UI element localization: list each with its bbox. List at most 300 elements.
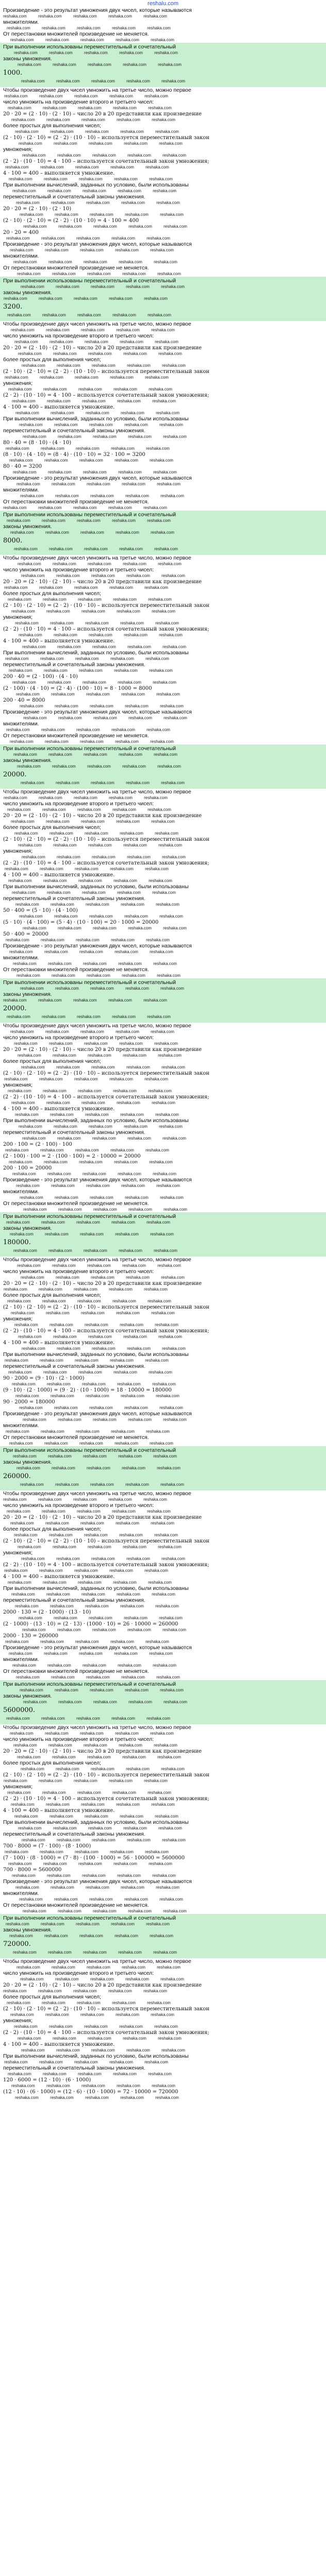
watermark-row: reshaka.com reshaka.com reshaka.com reshaka.com reshaka.com (23, 1417, 199, 1422)
math-line: 20 · 20 = (2 · 10) · (2 · 10) – число 20 в 20 представили как произведение (3, 1515, 202, 1520)
text-line: множителями. (3, 19, 39, 25)
solution-section (3, 1023, 323, 1257)
solution-section (3, 1724, 323, 1958)
text-line: число умножить на произведение второго и третьего чисел: (3, 1736, 154, 1742)
text-line: От перестановки множителей произведение не меняется. (3, 499, 149, 505)
conclusion-line: законы умножения. (3, 1927, 52, 1933)
watermark-row: reshaka.com reshaka.com reshaka.com reshaka.com reshaka.com (9, 950, 185, 954)
watermark-row: reshaka.com reshaka.com reshaka.com reshaka.com reshaka.com (22, 1136, 198, 1141)
watermark-row: reshaka.com reshaka.com reshaka.com reshaka.com reshaka.com (7, 518, 183, 523)
math-line: (2 · 2) · (10 · 10) = 4 · 100 – используется сочетательный закон умножения; (3, 393, 209, 398)
math-line: (2 · 1000) · (13 · 10) = (2 · 13) · (1000 · 10) = 26 · 10000 = 260000 (3, 1621, 178, 1627)
watermark-row: reshaka.com reshaka.com reshaka.com reshaka.com reshaka.com (8, 1861, 184, 1866)
math-line: 200 · 100 = 20000 (3, 1165, 52, 1171)
math-line: (2 · 10) · (2 · 10) = (2 · 2) · (10 · 10) – используется переместительный закон (3, 1071, 209, 1076)
text-line: число умножить на произведение второго и третьего чисел: (3, 1502, 154, 1509)
conclusion-highlight (0, 1914, 326, 1958)
text-line: Чтобы произведение двух чисел умножить на третье число, можно первое (3, 1724, 191, 1731)
math-line: (2 · 10) · (2 · 10) = (2 · 2) · (10 · 10) – используется переместительный закон (3, 369, 209, 375)
watermark-row: reshaka.com reshaka.com reshaka.com reshaka.com reshaka.com (11, 1802, 187, 1807)
result-value: 20000. (3, 771, 27, 778)
watermark-row: reshaka.com reshaka.com reshaka.com reshaka.com reshaka.com (7, 1299, 183, 1303)
watermark-row: reshaka.com reshaka.com reshaka.com reshaka.com reshaka.com (4, 1568, 180, 1573)
text-line: При выполнении вычислений, заданных по условию, были использованы (3, 1117, 189, 1124)
conclusion-highlight (0, 277, 326, 321)
math-line: 4 · 100 = 400 – выполняется умножение. (3, 1574, 115, 1580)
watermark-row: reshaka.com reshaka.com reshaka.com reshaka.com reshaka.com (19, 1616, 194, 1620)
watermark-row: reshaka.com reshaka.com reshaka.com reshaka.com reshaka.com (17, 1466, 192, 1470)
solution-section (3, 321, 323, 555)
solution-section (3, 555, 323, 789)
watermark-row: reshaka.com reshaka.com reshaka.com reshaka.com reshaka.com (17, 764, 193, 769)
watermark-row: reshaka.com reshaka.com reshaka.com reshaka.com reshaka.com (17, 482, 192, 486)
math-line: (2 · 10) · (2 · 10) = (2 · 2) · (10 · 10) – используется переместительный закон (3, 135, 209, 141)
conclusion-highlight (0, 1212, 326, 1257)
math-line: (2 · 10) · (2 · 10) = (2 · 2) · (10 · 10) – используется переместительный закон (3, 837, 209, 842)
conclusion-line: При выполнении использованы переместительный и сочетательный (3, 1681, 176, 1687)
math-line: (2 · 2) · (10 · 10) = 4 · 100 – используется сочетательный закон умножения; (3, 1328, 209, 1334)
watermark-row: reshaka.com reshaka.com reshaka.com reshaka.com reshaka.com (21, 1065, 197, 1070)
text-line: более простых для выполнения чисел; (3, 590, 101, 597)
text-line: Произведение - это результат умножения двух чисел, которые называются (3, 475, 192, 481)
watermark-row: reshaka.com reshaka.com reshaka.com reshaka.com reshaka.com (6, 727, 182, 732)
math-line: 4 · 100 = 400 – выполняется умножение. (3, 638, 115, 644)
math-line: 20 · 20 = (2 · 10) · (2 · 10) – число 20 в 20 представили как произведение (3, 1047, 202, 1053)
text-line: число умножить на произведение второго и третьего чисел: (3, 801, 154, 807)
watermark-row: reshaka.com reshaka.com reshaka.com reshaka.com reshaka.com (13, 1248, 189, 1253)
math-line: 4 · 100 = 400 – выполняется умножение. (3, 1106, 115, 1112)
text-line: множителями. (3, 1189, 39, 1195)
watermark-row: reshaka.com reshaka.com reshaka.com reshaka.com reshaka.com (23, 1700, 199, 1704)
text-line: более простых для выполнения чисел; (3, 1526, 101, 1532)
solution-section (3, 87, 323, 321)
math-line: (7 · 100) · (8 · 1000) = (7 · 8) · (100 · 1000) = 56 · 100000 = 5600000 (3, 1855, 185, 1861)
text-line: умножения; (3, 2018, 33, 2024)
text-line: От перестановки множителей произведение не меняется. (3, 967, 149, 973)
watermark-row: reshaka.com reshaka.com reshaka.com reshaka.com reshaka.com (4, 296, 180, 301)
text-line: От перестановки множителей произведение не меняется. (3, 1668, 149, 1674)
solution-document (0, 7, 326, 2100)
text-line: переместительный и сочетательный законы умножения. (3, 194, 145, 200)
watermark-row: reshaka.com reshaka.com reshaka.com reshaka.com reshaka.com (20, 986, 196, 991)
watermark-row: reshaka.com reshaka.com reshaka.com reshaka.com reshaka.com (9, 1160, 185, 1164)
math-line: (2 · 2) · (10 · 10) = 4 · 100 – используется сочетательный закон умножения; (3, 1796, 209, 1802)
conclusion-highlight (0, 978, 326, 1023)
text-line: более простых для выполнения чисел; (3, 824, 101, 831)
math-line: 2000 · 130 = (2 · 1000) · (13 · 10) (3, 1609, 91, 1615)
watermark-row: reshaka.com reshaka.com reshaka.com reshaka.com reshaka.com (8, 878, 184, 883)
math-line: (5 · 10) · (4 · 100) = (5 · 4) · (10 · 100) = 20 · 1000 = 20000 (3, 920, 159, 925)
watermark-row: reshaka.com reshaka.com reshaka.com reshaka.com reshaka.com (5, 867, 181, 871)
watermark-row: reshaka.com reshaka.com reshaka.com reshaka.com reshaka.com (18, 62, 193, 67)
watermark-row: reshaka.com reshaka.com reshaka.com reshaka.com reshaka.com (6, 1716, 182, 1721)
text-line: число умножить на произведение второго и третьего чисел: (3, 1035, 154, 1041)
math-line: (2 · 10) · (2 · 10) = (2 · 2) · (10 · 10) – используется переместительный закон (3, 1772, 209, 1778)
text-line: Чтобы произведение двух чисел умножить на третье число, можно первое (3, 1490, 191, 1497)
watermark-row: reshaka.com reshaka.com reshaka.com reshaka.com reshaka.com (6, 446, 182, 451)
watermark-row: reshaka.com reshaka.com reshaka.com reshaka.com reshaka.com (14, 547, 190, 551)
result-value: 1000. (3, 69, 23, 77)
math-line: 200 · 40 = (2 · 100) · (4 · 10) (3, 674, 78, 680)
conclusion-line: При выполнении использованы переместительный и сочетательный (3, 745, 176, 752)
watermark-row: reshaka.com reshaka.com reshaka.com reshaka.com reshaka.com (11, 609, 187, 614)
watermark-row: reshaka.com reshaka.com reshaka.com reshaka.com reshaka.com (20, 212, 195, 217)
conclusion-highlight (0, 43, 326, 87)
watermark-row: reshaka.com reshaka.com reshaka.com reshaka.com reshaka.com (22, 363, 198, 368)
watermark-row: reshaka.com reshaka.com reshaka.com reshaka.com reshaka.com (19, 141, 194, 146)
math-line: (9 · 10) · (2 · 1000) = (9 · 2) · (10 · 1000) = 18 · 10000 = 180000 (3, 1387, 172, 1393)
conclusion-line: При выполнении использованы переместительный и сочетательный (3, 278, 176, 284)
watermark-row: reshaka.com reshaka.com reshaka.com reshaka.com reshaka.com (4, 1077, 180, 1081)
watermark-row: reshaka.com reshaka.com reshaka.com reshaka.com reshaka.com (22, 1838, 198, 1842)
watermark-row: reshaka.com reshaka.com reshaka.com reshaka.com reshaka.com (12, 1663, 188, 1668)
text-line: Чтобы произведение двух чисел умножить на третье число, можно первое (3, 321, 191, 327)
watermark-row: reshaka.com reshaka.com reshaka.com reshaka.com reshaka.com (10, 1731, 186, 1736)
text-line: переместительный и сочетательный законы умножения. (3, 1129, 145, 1136)
math-line: 4 · 100 = 400 – выполняется умножение. (3, 2042, 115, 2047)
watermark-row: reshaka.com reshaka.com reshaka.com reshaka.com reshaka.com (21, 1275, 197, 1280)
text-line: Произведение - это результат умножения двух чисел, которые называются (3, 241, 192, 247)
text-line: более простых для выполнения чисел; (3, 1058, 101, 1064)
watermark-row: reshaka.com reshaka.com reshaka.com reshaka.com reshaka.com (20, 1482, 196, 1487)
text-line: переместительный и сочетательный законы умножения. (3, 428, 145, 434)
text-line: число умножить на произведение второго и третьего чисел: (3, 1970, 154, 1976)
watermark-row: reshaka.com reshaka.com reshaka.com reshaka.com reshaka.com (22, 153, 198, 158)
text-line: Чтобы произведение двух чисел умножить на третье число, можно первое (3, 789, 191, 795)
text-line: умножения; (3, 146, 33, 152)
watermark-row: reshaka.com reshaka.com reshaka.com reshaka.com reshaka.com (23, 224, 199, 229)
conclusion-line: законы умножения. (3, 991, 52, 997)
text-line: Чтобы произведение двух чисел умножить на третье число, можно первое (3, 555, 191, 561)
text-line: более простых для выполнения чисел; (3, 123, 101, 129)
text-line: переместительный и сочетательный законы умножения. (3, 1363, 145, 1369)
math-line: 20 · 20 = (2 · 10) · (2 · 10) – число 20 в 20 представили как произведение (3, 111, 202, 117)
text-line: Чтобы произведение двух чисел умножить на третье число, можно первое (3, 87, 191, 93)
watermark-row: reshaka.com reshaka.com reshaka.com reshaka.com reshaka.com (23, 1207, 199, 1212)
text-line: От перестановки множителей произведение не меняется. (3, 1434, 149, 1440)
watermark-row: reshaka.com reshaka.com reshaka.com reshaka.com reshaka.com (21, 2048, 197, 2053)
watermark-row: reshaka.com reshaka.com reshaka.com reshaka.com reshaka.com (23, 434, 199, 439)
text-line: переместительный и сочетательный законы умножения. (3, 662, 145, 668)
text-line: умножения; (3, 1550, 33, 1556)
watermark-row: reshaka.com reshaka.com reshaka.com reshaka.com reshaka.com (5, 1850, 181, 1854)
watermark-row: reshaka.com reshaka.com reshaka.com reshaka.com reshaka.com (11, 819, 187, 824)
watermark-row: reshaka.com reshaka.com reshaka.com reshaka.com reshaka.com (4, 1778, 180, 1783)
math-line: (12 · 10) · (6 · 1000) = (12 · 6) · (10 · 1000) = 72 · 10000 = 720000 (3, 2089, 178, 2095)
watermark-row: reshaka.com reshaka.com reshaka.com reshaka.com reshaka.com (4, 795, 180, 800)
watermark-row: reshaka.com reshaka.com reshaka.com reshaka.com reshaka.com (21, 79, 197, 83)
conclusion-line: законы умножения. (3, 290, 52, 296)
text-line: число умножить на произведение второго и третьего чисел: (3, 99, 154, 105)
math-line: 700 · 8000 = (7 · 100) · (8 · 1000) (3, 1843, 91, 1849)
watermark-row: reshaka.com reshaka.com reshaka.com reshaka.com reshaka.com (6, 236, 182, 241)
watermark-row: reshaka.com reshaka.com reshaka.com reshaka.com reshaka.com (19, 422, 195, 427)
watermark-row: reshaka.com reshaka.com reshaka.com reshaka.com reshaka.com (10, 530, 186, 535)
text-line: множителями. (3, 1422, 39, 1429)
text-line: переместительный и сочетательный законы умножения. (3, 2065, 145, 2071)
text-line: множителями. (3, 253, 39, 259)
math-line: (2 · 10) · (2 · 10) = (2 · 2) · (10 · 10) = 4 · 100 = 400 (3, 218, 139, 224)
math-line: 4 · 100 = 400 – выполняется умножение. (3, 1340, 115, 1346)
watermark-row: reshaka.com reshaka.com reshaka.com reshaka.com reshaka.com (7, 26, 183, 30)
watermark-row: reshaka.com reshaka.com reshaka.com reshaka.com reshaka.com (20, 1195, 195, 1200)
watermark-row: reshaka.com reshaka.com reshaka.com reshaka.com reshaka.com (11, 1100, 187, 1105)
math-line: (2 · 2) · (10 · 10) = 4 · 100 – используется сочетательный закон умножения; (3, 1562, 209, 1568)
math-line: (2 · 2) · (10 · 10) = 4 · 100 – используется сочетательный закон умножения; (3, 159, 209, 164)
math-line: 20 · 20 = (2 · 10) · (2 · 10) – число 20 в 20 представили как произведение (3, 1281, 202, 1286)
watermark-row: reshaka.com reshaka.com reshaka.com reshaka.com reshaka.com (12, 1873, 188, 1878)
watermark-row: reshaka.com reshaka.com reshaka.com reshaka.com reshaka.com (14, 831, 190, 836)
watermark-row: reshaka.com reshaka.com reshaka.com reshaka.com reshaka.com (3, 505, 179, 510)
text-line: переместительный и сочетательный законы умножения. (3, 1831, 145, 1837)
watermark-row: reshaka.com reshaka.com reshaka.com reshaka.com reshaka.com (6, 1922, 182, 1926)
text-line: Произведение - это результат умножения двух чисел, которые называются (3, 1645, 192, 1651)
watermark-row: reshaka.com reshaka.com reshaka.com reshaka.com reshaka.com (3, 1497, 179, 1502)
watermark-row: reshaka.com reshaka.com reshaka.com reshaka.com reshaka.com (22, 855, 198, 859)
watermark-row: reshaka.com reshaka.com reshaka.com reshaka.com reshaka.com (5, 165, 181, 170)
conclusion-line: законы умножения. (3, 523, 52, 530)
conclusion-line: При выполнении использованы переместительный и сочетательный (3, 1447, 176, 1453)
math-line: (2 · 2) · (10 · 10) = 4 · 100 – используется сочетательный закон умножения; (3, 1094, 209, 1100)
math-line: 20 · 20 = (2 · 10) · (2 · 10) – число 20 в 20 представили как произведение (3, 1749, 202, 1754)
watermark-row: reshaka.com reshaka.com reshaka.com reshaka.com reshaka.com (3, 998, 179, 1003)
watermark-row: reshaka.com reshaka.com reshaka.com reshaka.com reshaka.com (15, 1394, 191, 1398)
watermark-row: reshaka.com reshaka.com reshaka.com reshaka.com reshaka.com (14, 1814, 190, 1819)
watermark-row: reshaka.com reshaka.com reshaka.com reshaka.com reshaka.com (20, 494, 196, 498)
watermark-row: reshaka.com reshaka.com reshaka.com reshaka.com reshaka.com (11, 1592, 187, 1597)
watermark-row: reshaka.com reshaka.com reshaka.com reshaka.com reshaka.com (9, 1651, 185, 1656)
watermark-row: reshaka.com reshaka.com reshaka.com reshaka.com reshaka.com (13, 1454, 189, 1459)
watermark-row: reshaka.com reshaka.com reshaka.com reshaka.com reshaka.com (23, 1909, 199, 1913)
math-line: 200 · 40 = 8000 (3, 698, 45, 703)
text-line: От перестановки множителей произведение не меняется. (3, 1902, 149, 1908)
watermark-row: reshaka.com reshaka.com reshaka.com reshaka.com reshaka.com (13, 1950, 189, 1955)
math-line: 4 · 100 = 400 – выполняется умножение. (3, 872, 115, 878)
watermark-row: reshaka.com reshaka.com reshaka.com reshaka.com reshaka.com (5, 1358, 181, 1363)
conclusion-line: При выполнении использованы переместительный и сочетательный (3, 979, 176, 986)
watermark-row: reshaka.com reshaka.com reshaka.com reshaka.com reshaka.com (22, 645, 198, 649)
watermark-row: reshaka.com reshaka.com reshaka.com reshaka.com reshaka.com (21, 781, 197, 785)
watermark-row: reshaka.com reshaka.com reshaka.com reshaka.com reshaka.com (17, 1965, 192, 1970)
watermark-row: reshaka.com reshaka.com reshaka.com reshaka.com reshaka.com (12, 680, 188, 685)
solution-section (3, 1490, 323, 1724)
watermark-row: reshaka.com reshaka.com reshaka.com reshaka.com reshaka.com (12, 399, 188, 403)
math-line: 90 · 2000 = (9 · 10) · (2 · 1000) (3, 1376, 85, 1381)
math-line: (2 · 10) · (2 · 10) = (2 · 2) · (10 · 10) – используется переместительный закон (3, 2006, 209, 2012)
text-line: При выполнении вычислений, заданных по условию, были использованы (3, 1819, 189, 1825)
conclusion-line: При выполнении использованы переместительный и сочетательный (3, 1213, 176, 1219)
text-line: множителями. (3, 955, 39, 961)
watermark-row: reshaka.com reshaka.com reshaka.com reshaka.com reshaka.com (18, 2036, 193, 2041)
watermark-row: reshaka.com reshaka.com reshaka.com reshaka.com reshaka.com (7, 1790, 183, 1795)
watermark-row: reshaka.com reshaka.com reshaka.com reshaka.com reshaka.com (10, 248, 186, 252)
math-line: 80 · 40 = 3200 (3, 464, 42, 469)
math-line: 50 · 400 = (5 · 10) · (4 · 100) (3, 908, 78, 913)
text-line: От перестановки множителей произведение не меняется. (3, 31, 149, 37)
math-line: 4 · 100 = 400 – выполняется умножение. (3, 1808, 115, 1814)
text-line: Чтобы произведение двух чисел умножить на третье число, можно первое (3, 1958, 191, 1964)
watermark-row: reshaka.com reshaka.com reshaka.com reshaka.com reshaka.com (22, 1346, 198, 1351)
conclusion-line: При выполнении использованы переместительный и сочетательный (3, 512, 176, 518)
watermark-row: reshaka.com reshaka.com reshaka.com reshaka.com reshaka.com (8, 1370, 184, 1375)
watermark-row: reshaka.com reshaka.com reshaka.com reshaka.com reshaka.com (8, 106, 184, 110)
watermark-row: reshaka.com reshaka.com reshaka.com reshaka.com reshaka.com (13, 752, 189, 757)
math-line: 2000 · 130 = 260000 (3, 1633, 58, 1639)
watermark-row: reshaka.com reshaka.com reshaka.com reshaka.com reshaka.com (13, 961, 189, 966)
result-value: 5600000. (3, 1706, 36, 1714)
math-line: (2 · 2) · (10 · 10) = 4 · 100 – используется сочетательный закон умножения; (3, 626, 209, 632)
watermark-row: reshaka.com reshaka.com reshaka.com reshaka.com reshaka.com (16, 200, 192, 205)
watermark-row: reshaka.com reshaka.com reshaka.com reshaka.com reshaka.com (4, 2060, 180, 2064)
text-line: более простых для выполнения чисел; (3, 1760, 101, 1766)
watermark-row: reshaka.com reshaka.com reshaka.com reshaka.com reshaka.com (7, 1014, 183, 1019)
watermark-row: reshaka.com reshaka.com reshaka.com reshaka.com reshaka.com (3, 14, 179, 19)
text-line: более простых для выполнения чисел; (3, 1994, 101, 2000)
text-line: умножения; (3, 1784, 33, 1790)
text-line: При выполнении вычислений, заданных по условию, были использованы (3, 884, 189, 890)
watermark-row: reshaka.com reshaka.com reshaka.com reshaka.com reshaka.com (13, 1743, 189, 1748)
math-line: 4 · 100 = 400 – выполняется умножение. (3, 171, 115, 176)
math-line: (2 · 100) · (4 · 10) = (2 · 4) · (100 · 10) = 8 · 1000 = 8000 (3, 686, 152, 691)
math-line: (8 · 10) · (4 · 10) = (8 · 4) · (10 · 10) = 32 · 100 = 3200 (3, 452, 145, 457)
result-value: 8000. (3, 537, 23, 545)
text-line: Произведение - это результат умножения двух чисел, которые называются (3, 943, 192, 949)
text-line: умножения; (3, 1316, 33, 1322)
watermark-row: reshaka.com reshaka.com reshaka.com reshaka.com reshaka.com (18, 1545, 193, 1549)
watermark-row: reshaka.com reshaka.com reshaka.com reshaka.com reshaka.com (18, 1053, 193, 1058)
watermark-row: reshaka.com reshaka.com reshaka.com reshaka.com reshaka.com (15, 1112, 191, 1117)
text-line: множителями. (3, 1656, 39, 1663)
watermark-row: reshaka.com reshaka.com reshaka.com reshaka.com reshaka.com (6, 1429, 182, 1434)
watermark-row: reshaka.com reshaka.com reshaka.com reshaka.com reshaka.com (15, 411, 191, 415)
watermark-row: reshaka.com reshaka.com reshaka.com reshaka.com reshaka.com (17, 1755, 193, 1759)
text-line: число умножить на произведение второго и третьего чисел: (3, 567, 154, 573)
text-line: множителями. (3, 487, 39, 493)
solution-section (3, 7, 323, 87)
watermark-row: reshaka.com reshaka.com reshaka.com reshaka.com reshaka.com (8, 1580, 184, 1585)
math-line: 20 · 20 = (2 · 10) · (2 · 10) – число 20 в 20 представили как произведение (3, 1982, 202, 1988)
watermark-row: reshaka.com reshaka.com reshaka.com reshaka.com reshaka.com (10, 38, 186, 42)
watermark-row: reshaka.com reshaka.com reshaka.com reshaka.com reshaka.com (20, 1977, 196, 1981)
watermark-row: reshaka.com reshaka.com reshaka.com reshaka.com reshaka.com (6, 1220, 182, 1225)
text-line: более простых для выполнения чисел; (3, 357, 101, 363)
watermark-row: reshaka.com reshaka.com reshaka.com reshaka.com reshaka.com (15, 621, 191, 625)
watermark-row: reshaka.com reshaka.com reshaka.com reshaka.com reshaka.com (6, 938, 182, 942)
watermark-row: reshaka.com reshaka.com reshaka.com reshaka.com reshaka.com (18, 843, 194, 848)
text-line: умножения; (3, 614, 33, 620)
conclusion-line: законы умножения. (3, 1459, 52, 1465)
watermark-row: reshaka.com reshaka.com reshaka.com reshaka.com reshaka.com (8, 1089, 184, 1093)
text-line: При выполнении вычислений, заданных по условию, были использованы (3, 1585, 189, 1591)
watermark-row: reshaka.com reshaka.com reshaka.com reshaka.com reshaka.com (3, 1989, 179, 1993)
math-line: 4 · 100 = 400 – выполняется умножение. (3, 404, 115, 410)
watermark-row: reshaka.com reshaka.com reshaka.com reshaka.com reshaka.com (14, 1533, 190, 1537)
watermark-row: reshaka.com reshaka.com reshaka.com reshaka.com reshaka.com (17, 1263, 193, 1268)
watermark-row: reshaka.com reshaka.com reshaka.com reshaka.com reshaka.com (19, 1124, 194, 1129)
text-line: Произведение - это результат умножения двух чисел, которые называются (3, 7, 192, 13)
watermark-row: reshaka.com reshaka.com reshaka.com reshaka.com reshaka.com (21, 1556, 197, 1561)
watermark-row: reshaka.com reshaka.com reshaka.com reshaka.com reshaka.com (11, 2083, 187, 2088)
math-line: (2 · 10) · (2 · 10) = (2 · 2) · (10 · 10) – используется переместительный закон (3, 1538, 209, 1544)
text-line: умножения; (3, 848, 33, 854)
result-value: 3200. (3, 303, 23, 311)
math-line: (2 · 10) · (2 · 10) = (2 · 2) · (10 · 10) – используется переместительный закон (3, 603, 209, 608)
conclusion-line: законы умножения. (3, 1225, 52, 1231)
text-line: Произведение - это результат умножения двух чисел, которые называются (3, 709, 192, 715)
conclusion-line: законы умножения. (3, 757, 52, 764)
site-domain-link[interactable]: reshalu.com (148, 1, 178, 7)
watermark-row: reshaka.com reshaka.com reshaka.com reshaka.com reshaka.com (23, 716, 199, 720)
watermark-row: reshaka.com reshaka.com reshaka.com reshaka.com reshaka.com (14, 2024, 190, 2029)
watermark-row: reshaka.com reshaka.com reshaka.com reshaka.com reshaka.com (21, 573, 197, 578)
watermark-row: reshaka.com reshaka.com reshaka.com reshaka.com reshaka.com (10, 1521, 186, 1526)
math-line: 20 · 20 = (2 · 10) · (2 · 10) (3, 206, 72, 212)
text-line: От перестановки множителей произведение не меняется. (3, 733, 149, 739)
watermark-row: reshaka.com reshaka.com reshaka.com reshaka.com reshaka.com (22, 1628, 198, 1632)
math-line: 700 · 8000 = 5600000 (3, 1867, 62, 1873)
watermark-row: reshaka.com reshaka.com reshaka.com reshaka.com reshaka.com (18, 351, 194, 356)
math-line: (2 · 10) · (2 · 10) = (2 · 2) · (10 · 10) – используется переместительный закон (3, 1304, 209, 1310)
conclusion-highlight (0, 744, 326, 789)
text-line: множителями. (3, 721, 39, 727)
math-line: (2 · 2) · (10 · 10) = 4 · 100 – используется сочетательный закон умножения; (3, 2030, 209, 2036)
watermark-row: reshaka.com reshaka.com reshaka.com reshaka.com reshaka.com (17, 272, 193, 276)
watermark-row: reshaka.com reshaka.com reshaka.com reshaka.com reshaka.com (5, 375, 181, 380)
text-line: Произведение - это результат умножения двух чисел, которые называются (3, 1177, 192, 1183)
watermark-row: reshaka.com reshaka.com reshaka.com reshaka.com reshaka.com (9, 458, 185, 463)
watermark-row: reshaka.com reshaka.com reshaka.com reshaka.com reshaka.com (15, 1604, 191, 1608)
watermark-row: reshaka.com reshaka.com reshaka.com reshaka.com reshaka.com (9, 668, 185, 673)
watermark-row: reshaka.com reshaka.com reshaka.com reshaka.com reshaka.com (15, 2095, 191, 2100)
text-line: переместительный и сочетательный законы умножения. (3, 895, 145, 902)
math-line: 50 · 400 = 20000 (3, 931, 48, 937)
watermark-row: reshaka.com reshaka.com reshaka.com reshaka.com reshaka.com (16, 1183, 192, 1188)
watermark-row: reshaka.com reshaka.com reshaka.com reshaka.com reshaka.com (12, 189, 188, 193)
solution-section (3, 1257, 323, 1490)
watermark-row: reshaka.com reshaka.com reshaka.com reshaka.com reshaka.com (23, 926, 199, 930)
watermark-row: reshaka.com reshaka.com reshaka.com reshaka.com reshaka.com (19, 1897, 195, 1902)
watermark-row: reshaka.com reshaka.com reshaka.com reshaka.com reshaka.com (19, 633, 194, 637)
math-line: 120 · 6000 = (12 · 10) · (6 · 1000) (3, 2077, 91, 2083)
watermark-row: reshaka.com reshaka.com reshaka.com reshaka.com reshaka.com (14, 340, 190, 344)
watermark-row: reshaka.com reshaka.com reshaka.com reshaka.com reshaka.com (21, 1767, 197, 1771)
conclusion-line: При выполнении использованы переместительный и сочетательный (3, 44, 176, 50)
conclusion-highlight (0, 1680, 326, 1724)
watermark-row: reshaka.com reshaka.com reshaka.com reshaka.com reshaka.com (12, 1172, 188, 1176)
math-line: 20 · 20 = 400 (3, 230, 39, 235)
text-line: число умножить на произведение второго и третьего чисел: (3, 333, 154, 339)
text-line: Чтобы произведение двух чисел умножить на третье число, можно первое (3, 1257, 191, 1263)
watermark-row: reshaka.com reshaka.com reshaka.com reshaka.com reshaka.com (10, 1232, 186, 1236)
watermark-row: reshaka.com reshaka.com reshaka.com reshaka.com reshaka.com (8, 387, 184, 392)
watermark-row: reshaka.com reshaka.com reshaka.com reshaka.com reshaka.com (9, 1934, 185, 1938)
text-line: умножения; (3, 380, 33, 386)
text-line: При выполнении вычислений, заданных по условию, были использованы (3, 1351, 189, 1358)
result-value: 720000. (3, 1940, 31, 1948)
watermark-row: reshaka.com reshaka.com reshaka.com reshaka.com reshaka.com (7, 1509, 183, 1514)
text-line: При выполнении вычислений, заданных по условию, были использованы (3, 416, 189, 422)
watermark-row: reshaka.com reshaka.com reshaka.com reshaka.com reshaka.com (5, 1148, 181, 1153)
text-line: число умножить на произведение второго и третьего чисел: (3, 1268, 154, 1275)
text-line: Произведение - это результат умножения двух чисел, которые называются (3, 1878, 192, 1885)
watermark-row: reshaka.com reshaka.com reshaka.com reshaka.com reshaka.com (7, 807, 183, 812)
top-bar (0, 0, 326, 7)
math-line: 90 · 2000 = 180000 (3, 1399, 55, 1405)
math-line: 200 · 100 = (2 · 100) · 100 (3, 1142, 72, 1147)
text-line: От перестановки множителей произведение не меняется. (3, 265, 149, 271)
watermark-row: reshaka.com reshaka.com reshaka.com reshaka.com reshaka.com (4, 585, 180, 590)
result-value: 180000. (3, 1239, 31, 1246)
